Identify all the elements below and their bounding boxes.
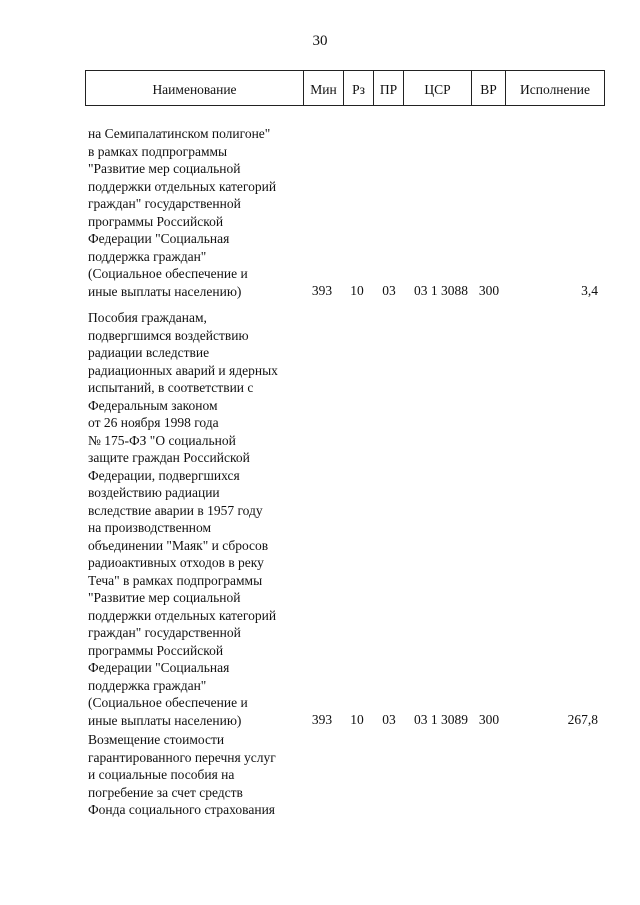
row-rz: 10 — [350, 283, 364, 298]
header-csr: ЦСР — [404, 71, 472, 105]
row-description: Пособия гражданам, подвергшимся воздействию радиации вследствие радиационных аварий и ядерных испытаний, в соответствии с Федеральным законом от 26 ноября 1998 года № 175-ФЗ "О социальной защите граждан Российской Федерации, подвергшихся воздействию радиации вследствие аварии в 1957 году на производственном объединении "Маяк" и сбросов радиоактивных отходов в реку Теча" в рамках подпрограммы "Развитие мер социальной поддержки отдельных категорий граждан" государственной программы Российской Федерации "Социальная поддержка граждан" (Социальное обеспечение и иные выплаты населению) — [88, 310, 278, 728]
row-csr: 03 1 3088 — [414, 283, 468, 298]
row-rz: 10 — [350, 712, 364, 727]
header-vr: ВР — [472, 71, 506, 105]
row-description: Возмещение стоимости гарантированного перечня услуг и социальные пособия на погребение за счет средств Фонда социального страхования — [88, 732, 276, 817]
header-min: Мин — [304, 71, 344, 105]
row-description: на Семипалатинском полигоне" в рамках подпрограммы "Развитие мер социальной поддержки отдельных категорий граждан" государственной программы Российской Федерации "Социальная поддержка граждан" (Социальное обеспечение и иные выплаты населению) — [88, 126, 277, 299]
row-pr: 03 — [382, 712, 396, 727]
header-pr: ПР — [374, 71, 404, 105]
row-isp: 3,4 — [581, 283, 598, 298]
header-isp: Исполнение — [520, 82, 590, 97]
row-vr: 300 — [478, 283, 500, 298]
header-rz: Рз — [344, 71, 374, 105]
row-min: 393 — [311, 283, 333, 298]
row-pr: 03 — [382, 283, 396, 298]
row-csr: 03 1 3089 — [414, 712, 468, 727]
table-header — [85, 70, 605, 106]
row-isp: 267,8 — [567, 712, 598, 727]
row-min: 393 — [311, 712, 333, 727]
header-name: Наименование — [86, 71, 304, 105]
page-number: 30 — [312, 33, 328, 49]
row-vr: 300 — [478, 712, 500, 727]
